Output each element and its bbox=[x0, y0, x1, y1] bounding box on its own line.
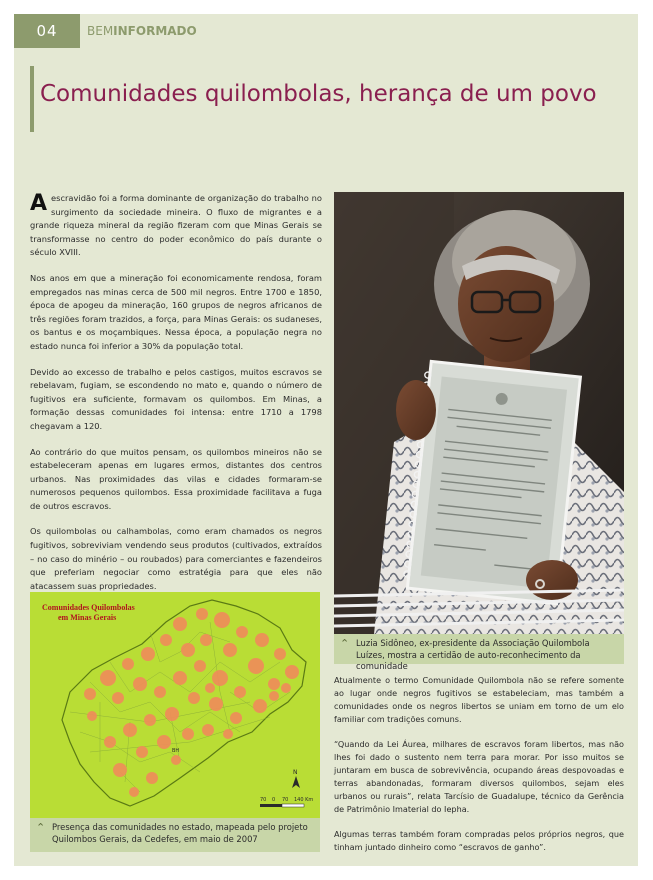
photo-caption-box bbox=[334, 634, 624, 671]
photo-caption: Luzia Sidôneo, ex-presidente da Associação Quilombola Luízes, mostra a certidão de auto-reconhecimento da comunidade bbox=[356, 638, 590, 671]
page-number: 04 bbox=[14, 14, 80, 48]
brand-light: BEM bbox=[87, 24, 114, 38]
map-quilombola-communities bbox=[30, 592, 320, 818]
map-title-line2: em Minas Gerais bbox=[58, 613, 117, 622]
right-column bbox=[334, 674, 624, 866]
magazine-page bbox=[14, 14, 638, 866]
photo-luzia bbox=[334, 192, 624, 634]
brand-logo bbox=[87, 22, 197, 40]
paragraph-3: Devido ao excesso de trabalho e pelos castigos, muitos escravos se rebelavam, fugiam, se escondendo no mato e, quando o número de fugitivos era suficiente, formavam os quilombos. Em Minas, a formação dessas comunidades foi intensa: entre 1710 a 1798 chegavam a 120. bbox=[30, 366, 322, 431]
brand-bold: INFORMADO bbox=[113, 24, 197, 38]
map-caption: Presença das comunidades no estado, mapeada pelo projeto Quilombos Gerais, da Cedefes, em maio de 2007 bbox=[52, 822, 308, 844]
drop-cap: A bbox=[30, 191, 48, 216]
paragraph-1-text: escravidão foi a forma dominante de organização do trabalho no surgimento da sociedade mineira. O fluxo de migrantes e a grande riqueza mineral da região fizeram com que Minas Gerais se transformasse no centro do poder econômico do país durante o século XVIII. bbox=[30, 193, 322, 258]
map-state-outline bbox=[62, 600, 306, 806]
map-scale-bar bbox=[260, 797, 313, 807]
north-arrow-icon bbox=[292, 769, 300, 788]
paragraph-1 bbox=[30, 192, 322, 260]
photo-illustration bbox=[334, 192, 624, 634]
map-capital-label: BH bbox=[172, 748, 180, 754]
map-caption-box bbox=[30, 818, 320, 852]
north-label: N bbox=[293, 769, 298, 776]
scale-tick-3: 70 bbox=[282, 797, 289, 803]
caption-chevron-icon: ⌃ bbox=[340, 637, 350, 650]
paragraph-4: Ao contrário do que muitos pensam, os quilombos mineiros não se estabeleceram apenas em lugares ermos, distantes dos centros urbanos. Nas proximidades das vilas e cidades formaram-se numerosos pequenos quilombos. Essa proximidade facilitava a fuga de outros escravos. bbox=[30, 446, 322, 511]
scale-tick-1: 70 bbox=[260, 797, 267, 803]
map-illustration bbox=[30, 592, 320, 818]
paragraph-5: Os quilombolas ou calhambolas, como eram chamados os negros fugitivos, sobreviviam vendendo seus produtos (cultivados, extraídos – no caso do minério – ou roubados) para comerciantes e fazendeiros que preferiam negociar como estratégia para que eles não atacassem suas propriedades. bbox=[30, 526, 322, 591]
right-paragraph-1: Atualmente o termo Comunidade Quilombola não se refere somente ao lugar onde negros fugitivos se estabeleciam, mas também a comunidades onde os negros libertos se uniam em torno de um elo familiar com tradições comuns. bbox=[334, 675, 624, 724]
paragraph-2: Nos anos em que a mineração foi economicamente rendosa, foram empregados nas minas cerca de 500 mil negros. Entre 1700 e 1850, época de apogeu da mineração, 160 grupos de negros africanos de três regiões foram trazidos, a força, para Minas Gerais: os sudaneses, os bantus e os moçambiques. Nessa época, a população negra no estado nunca foi inferior a 30% da população total. bbox=[30, 272, 322, 351]
article-title: Comunidades quilombolas, herança de um povo bbox=[40, 81, 597, 107]
scale-tick-4: 140 Km bbox=[294, 797, 314, 803]
right-paragraph-2: “Quando da Lei Áurea, milhares de escravos foram libertos, mas não lhes foi dado o sustento nem terra para morar. Por isso muitos se juntaram em busca de sobrevivência, ocupando áreas despovoadas e terras abandonadas, formaram diversos quilombos, sejam eles urbanos ou rurais”, relata Tarcísio de Guadalupe, técnico da Gerência de Patrimônio Imaterial do Iepha. bbox=[334, 739, 624, 814]
caption-chevron-icon: ⌃ bbox=[36, 821, 46, 834]
left-column bbox=[30, 192, 322, 605]
map-title-line1: Comunidades Quilombolas bbox=[42, 603, 135, 612]
scale-tick-2: 0 bbox=[272, 797, 276, 803]
right-paragraph-3: Algumas terras também foram compradas pelos próprios negros, que tinham juntado dinheiro como “escravos de ganho”. bbox=[334, 829, 624, 852]
title-accent-bar bbox=[30, 66, 34, 132]
